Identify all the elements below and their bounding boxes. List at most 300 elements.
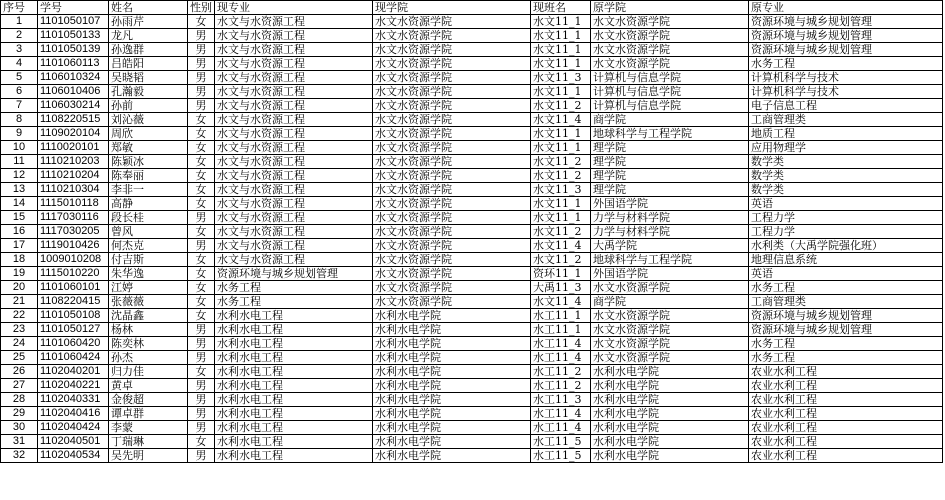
cell-current-major: 水利水电工程 [215,435,373,449]
cell-index: 17 [1,239,38,253]
cell-index: 8 [1,113,38,127]
cell-name: 沈晶鑫 [109,309,188,323]
cell-original-major: 应用物理学 [749,141,943,155]
cell-original-major: 工程力学 [749,225,943,239]
header-row [1,1,943,15]
cell-current-college: 水利水电学院 [373,449,531,463]
cell-current-major: 水利水电工程 [215,351,373,365]
table-row [1,407,943,421]
cell-student-id: 1101060113 [38,57,109,71]
cell-original-college: 水文水资源学院 [591,337,749,351]
cell-current-major: 水文与水资源工程 [215,113,373,127]
cell-index: 6 [1,85,38,99]
cell-original-major: 资源环境与城乡规划管理 [749,15,943,29]
table-row [1,197,943,211]
cell-name: 龙凡 [109,29,188,43]
table-row [1,85,943,99]
cell-current-major: 水利水电工程 [215,337,373,351]
cell-current-major: 水利水电工程 [215,379,373,393]
cell-student-id: 1102040416 [38,407,109,421]
cell-student-id: 1101050139 [38,43,109,57]
cell-index: 3 [1,43,38,57]
table-row [1,379,943,393]
cell-student-id: 1102040534 [38,449,109,463]
header-current-class: 现班名 [531,1,591,15]
cell-student-id: 1101060424 [38,351,109,365]
cell-current-college: 水文水资源学院 [373,15,531,29]
cell-gender: 女 [188,127,215,141]
cell-current-major: 水利水电工程 [215,323,373,337]
cell-current-class: 水文11_1 [531,197,591,211]
cell-index: 16 [1,225,38,239]
cell-name: 吕皓阳 [109,57,188,71]
cell-original-college: 水文水资源学院 [591,57,749,71]
cell-original-college: 水利水电学院 [591,393,749,407]
cell-gender: 女 [188,253,215,267]
cell-current-major: 水文与水资源工程 [215,71,373,85]
cell-current-class: 水工11_1 [531,309,591,323]
cell-student-id: 1110210203 [38,155,109,169]
cell-current-class: 水文11_1 [531,85,591,99]
cell-name: 陈奕林 [109,337,188,351]
cell-current-class: 水文11_1 [531,29,591,43]
table-row [1,29,943,43]
table-row [1,323,943,337]
cell-gender: 男 [188,99,215,113]
cell-current-class: 水工11_4 [531,421,591,435]
cell-index: 31 [1,435,38,449]
cell-index: 29 [1,407,38,421]
cell-name: 陈奉丽 [109,169,188,183]
cell-current-college: 水文水资源学院 [373,183,531,197]
cell-current-major: 水文与水资源工程 [215,211,373,225]
cell-current-college: 水文水资源学院 [373,43,531,57]
cell-student-id: 1009010208 [38,253,109,267]
cell-current-class: 水工11_2 [531,365,591,379]
cell-original-college: 水文水资源学院 [591,281,749,295]
cell-current-major: 水文与水资源工程 [215,127,373,141]
table-row [1,169,943,183]
cell-current-major: 水利水电工程 [215,365,373,379]
cell-index: 28 [1,393,38,407]
table-row [1,393,943,407]
cell-student-id: 1101050127 [38,323,109,337]
cell-name: 何杰克 [109,239,188,253]
cell-current-class: 水文11_1 [531,15,591,29]
cell-gender: 男 [188,211,215,225]
cell-current-major: 水文与水资源工程 [215,29,373,43]
cell-current-major: 水文与水资源工程 [215,197,373,211]
cell-student-id: 1101060420 [38,337,109,351]
table-row [1,351,943,365]
cell-current-major: 水文与水资源工程 [215,141,373,155]
cell-index: 14 [1,197,38,211]
cell-current-major: 水利水电工程 [215,393,373,407]
cell-original-major: 工程力学 [749,211,943,225]
cell-index: 23 [1,323,38,337]
cell-current-class: 水工11_5 [531,449,591,463]
cell-current-college: 水文水资源学院 [373,253,531,267]
cell-name: 孙雨芹 [109,15,188,29]
cell-gender: 男 [188,323,215,337]
cell-student-id: 1109020104 [38,127,109,141]
table-row [1,365,943,379]
cell-index: 21 [1,295,38,309]
cell-name: 朱华逸 [109,267,188,281]
cell-current-college: 水文水资源学院 [373,71,531,85]
cell-current-major: 水文与水资源工程 [215,85,373,99]
cell-current-major: 水利水电工程 [215,421,373,435]
cell-current-major: 水文与水资源工程 [215,253,373,267]
cell-gender: 女 [188,309,215,323]
cell-gender: 女 [188,281,215,295]
cell-gender: 男 [188,29,215,43]
cell-student-id: 1110020101 [38,141,109,155]
table-row [1,127,943,141]
cell-current-major: 水务工程 [215,281,373,295]
cell-current-major: 水利水电工程 [215,407,373,421]
cell-current-college: 水文水资源学院 [373,141,531,155]
cell-name: 段长桂 [109,211,188,225]
cell-original-major: 资源环境与城乡规划管理 [749,323,943,337]
cell-student-id: 1117030205 [38,225,109,239]
cell-original-college: 水利水电学院 [591,407,749,421]
cell-current-class: 水文11_2 [531,253,591,267]
cell-index: 4 [1,57,38,71]
cell-current-class: 水文11_3 [531,183,591,197]
cell-original-college: 计算机与信息学院 [591,85,749,99]
cell-current-major: 水务工程 [215,295,373,309]
cell-original-college: 理学院 [591,155,749,169]
cell-original-major: 数学类 [749,155,943,169]
cell-current-major: 水利水电工程 [215,309,373,323]
cell-name: 曾风 [109,225,188,239]
cell-gender: 女 [188,141,215,155]
cell-original-college: 水利水电学院 [591,435,749,449]
cell-original-major: 地理信息系统 [749,253,943,267]
cell-current-college: 水文水资源学院 [373,281,531,295]
cell-original-college: 计算机与信息学院 [591,71,749,85]
cell-student-id: 1101050133 [38,29,109,43]
table-row [1,155,943,169]
table-row [1,421,943,435]
cell-original-major: 计算机科学与技术 [749,85,943,99]
cell-original-major: 电子信息工程 [749,99,943,113]
table-row [1,15,943,29]
cell-gender: 男 [188,239,215,253]
cell-name: 吴晓韬 [109,71,188,85]
cell-original-major: 资源环境与城乡规划管理 [749,29,943,43]
header-original-major: 原专业 [749,1,943,15]
cell-current-college: 水文水资源学院 [373,155,531,169]
cell-current-major: 水文与水资源工程 [215,225,373,239]
cell-student-id: 1108220515 [38,113,109,127]
cell-original-college: 水利水电学院 [591,365,749,379]
cell-original-major: 农业水利工程 [749,393,943,407]
cell-original-major: 英语 [749,197,943,211]
cell-current-college: 水文水资源学院 [373,295,531,309]
cell-original-major: 地质工程 [749,127,943,141]
cell-gender: 男 [188,85,215,99]
table-row [1,183,943,197]
cell-original-major: 数学类 [749,169,943,183]
cell-student-id: 1115010220 [38,267,109,281]
cell-original-college: 商学院 [591,295,749,309]
header-current-major: 现专业 [215,1,373,15]
cell-index: 15 [1,211,38,225]
cell-original-college: 理学院 [591,183,749,197]
cell-original-major: 农业水利工程 [749,365,943,379]
cell-current-class: 水工11_4 [531,337,591,351]
cell-original-major: 农业水利工程 [749,435,943,449]
cell-gender: 女 [188,365,215,379]
cell-current-class: 水工11_2 [531,379,591,393]
cell-current-major: 水文与水资源工程 [215,155,373,169]
cell-current-class: 水文11_4 [531,239,591,253]
cell-original-college: 力学与材料学院 [591,211,749,225]
cell-index: 24 [1,337,38,351]
cell-gender: 女 [188,155,215,169]
cell-original-college: 地球科学与工程学院 [591,253,749,267]
cell-original-college: 水利水电学院 [591,449,749,463]
cell-current-class: 水文11_2 [531,225,591,239]
cell-student-id: 1119010426 [38,239,109,253]
cell-original-college: 理学院 [591,169,749,183]
cell-index: 1 [1,15,38,29]
cell-original-college: 水文水资源学院 [591,323,749,337]
cell-gender: 男 [188,71,215,85]
cell-name: 张薇薇 [109,295,188,309]
cell-original-major: 水务工程 [749,351,943,365]
cell-original-college: 水文水资源学院 [591,43,749,57]
cell-student-id: 1117030116 [38,211,109,225]
cell-student-id: 1102040221 [38,379,109,393]
table-row [1,99,943,113]
cell-current-college: 水利水电学院 [373,421,531,435]
cell-current-college: 水利水电学院 [373,337,531,351]
cell-student-id: 1106010324 [38,71,109,85]
cell-original-major: 工商管理类 [749,295,943,309]
cell-original-college: 水文水资源学院 [591,309,749,323]
cell-original-college: 水利水电学院 [591,379,749,393]
cell-current-class: 水工11_1 [531,323,591,337]
cell-index: 7 [1,99,38,113]
cell-gender: 男 [188,407,215,421]
cell-student-id: 1101050107 [38,15,109,29]
cell-gender: 女 [188,225,215,239]
cell-current-college: 水利水电学院 [373,407,531,421]
cell-gender: 女 [188,113,215,127]
cell-student-id: 1115010118 [38,197,109,211]
cell-current-college: 水文水资源学院 [373,113,531,127]
cell-original-college: 商学院 [591,113,749,127]
cell-current-class: 水文11_2 [531,99,591,113]
cell-name: 杨林 [109,323,188,337]
cell-gender: 男 [188,421,215,435]
cell-name: 丁瑞琳 [109,435,188,449]
cell-name: 郑敏 [109,141,188,155]
cell-original-major: 英语 [749,267,943,281]
cell-original-college: 外国语学院 [591,267,749,281]
cell-original-college: 力学与材料学院 [591,225,749,239]
cell-gender: 女 [188,197,215,211]
table-row [1,337,943,351]
cell-original-major: 农业水利工程 [749,407,943,421]
cell-current-college: 水文水资源学院 [373,197,531,211]
cell-current-college: 水利水电学院 [373,323,531,337]
cell-name: 刘沁薇 [109,113,188,127]
header-index: 序号 [1,1,38,15]
cell-current-class: 水文11_4 [531,113,591,127]
cell-original-college: 大禹学院 [591,239,749,253]
cell-student-id: 1101060101 [38,281,109,295]
cell-gender: 女 [188,267,215,281]
table-row [1,141,943,155]
table-row [1,225,943,239]
table-row [1,71,943,85]
table-row [1,435,943,449]
header-student-id: 学号 [38,1,109,15]
cell-current-college: 水利水电学院 [373,393,531,407]
table-row [1,295,943,309]
cell-gender: 男 [188,379,215,393]
cell-name: 孙杰 [109,351,188,365]
cell-original-college: 水文水资源学院 [591,15,749,29]
cell-current-college: 水文水资源学院 [373,57,531,71]
cell-original-major: 水务工程 [749,337,943,351]
cell-current-college: 水利水电学院 [373,435,531,449]
cell-current-college: 水利水电学院 [373,351,531,365]
cell-current-major: 水文与水资源工程 [215,169,373,183]
header-gender: 性别 [188,1,215,15]
cell-original-major: 水务工程 [749,57,943,71]
table-body [1,15,943,463]
cell-index: 9 [1,127,38,141]
cell-current-major: 水文与水资源工程 [215,99,373,113]
table-row [1,449,943,463]
cell-current-college: 水利水电学院 [373,365,531,379]
cell-index: 5 [1,71,38,85]
cell-index: 11 [1,155,38,169]
cell-current-class: 水工11_3 [531,393,591,407]
cell-gender: 男 [188,57,215,71]
cell-gender: 男 [188,351,215,365]
cell-current-college: 水文水资源学院 [373,127,531,141]
cell-student-id: 1101050108 [38,309,109,323]
cell-student-id: 1110210304 [38,183,109,197]
table-row [1,253,943,267]
cell-name: 江婷 [109,281,188,295]
cell-current-class: 水文11_2 [531,169,591,183]
cell-original-college: 理学院 [591,141,749,155]
cell-index: 20 [1,281,38,295]
cell-original-college: 水文水资源学院 [591,29,749,43]
cell-original-major: 工商管理类 [749,113,943,127]
cell-index: 18 [1,253,38,267]
cell-current-class: 水文11_1 [531,211,591,225]
cell-name: 金俊超 [109,393,188,407]
table-row [1,43,943,57]
cell-current-college: 水文水资源学院 [373,225,531,239]
cell-current-class: 水工11_5 [531,435,591,449]
cell-index: 10 [1,141,38,155]
cell-current-college: 水利水电学院 [373,379,531,393]
cell-gender: 女 [188,295,215,309]
cell-original-major: 资源环境与城乡规划管理 [749,309,943,323]
cell-current-class: 水文11_1 [531,43,591,57]
cell-name: 陈颖冰 [109,155,188,169]
cell-current-class: 大禹11_3 [531,281,591,295]
header-current-college: 现学院 [373,1,531,15]
cell-index: 22 [1,309,38,323]
cell-current-major: 水文与水资源工程 [215,43,373,57]
cell-student-id: 1102040501 [38,435,109,449]
cell-current-college: 水文水资源学院 [373,169,531,183]
cell-original-major: 水利类（大禹学院强化班） [749,239,943,253]
cell-index: 30 [1,421,38,435]
cell-index: 26 [1,365,38,379]
cell-name: 高静 [109,197,188,211]
table-row [1,281,943,295]
cell-original-college: 外国语学院 [591,197,749,211]
cell-name: 周欣 [109,127,188,141]
cell-current-major: 水利水电工程 [215,449,373,463]
cell-current-college: 水文水资源学院 [373,29,531,43]
cell-current-class: 水文11_3 [531,71,591,85]
cell-student-id: 1102040331 [38,393,109,407]
cell-student-id: 1106010406 [38,85,109,99]
cell-original-major: 计算机科学与技术 [749,71,943,85]
cell-current-class: 水文11_1 [531,57,591,71]
cell-index: 13 [1,183,38,197]
cell-student-id: 1106030214 [38,99,109,113]
cell-gender: 女 [188,15,215,29]
cell-student-id: 1102040424 [38,421,109,435]
cell-original-major: 农业水利工程 [749,421,943,435]
cell-gender: 男 [188,43,215,57]
cell-gender: 女 [188,169,215,183]
cell-current-class: 水工11_4 [531,407,591,421]
cell-original-college: 水利水电学院 [591,421,749,435]
table-row [1,309,943,323]
cell-name: 孙前 [109,99,188,113]
cell-name: 归力佳 [109,365,188,379]
cell-name: 孔瀚毅 [109,85,188,99]
header-name: 姓名 [109,1,188,15]
cell-index: 27 [1,379,38,393]
table-row [1,267,943,281]
cell-name: 付吉斯 [109,253,188,267]
cell-current-major: 资源环境与城乡规划管理 [215,267,373,281]
cell-gender: 女 [188,435,215,449]
cell-name: 李蒙 [109,421,188,435]
cell-index: 2 [1,29,38,43]
cell-original-college: 水文水资源学院 [591,351,749,365]
cell-current-class: 水文11_4 [531,295,591,309]
cell-original-major: 农业水利工程 [749,379,943,393]
cell-index: 19 [1,267,38,281]
cell-current-college: 水文水资源学院 [373,99,531,113]
header-original-college: 原学院 [591,1,749,15]
cell-index: 12 [1,169,38,183]
cell-gender: 男 [188,393,215,407]
table-row [1,113,943,127]
cell-gender: 男 [188,449,215,463]
cell-original-major: 农业水利工程 [749,449,943,463]
cell-original-college: 地球科学与工程学院 [591,127,749,141]
cell-name: 黄卓 [109,379,188,393]
cell-current-class: 资环11_1 [531,267,591,281]
